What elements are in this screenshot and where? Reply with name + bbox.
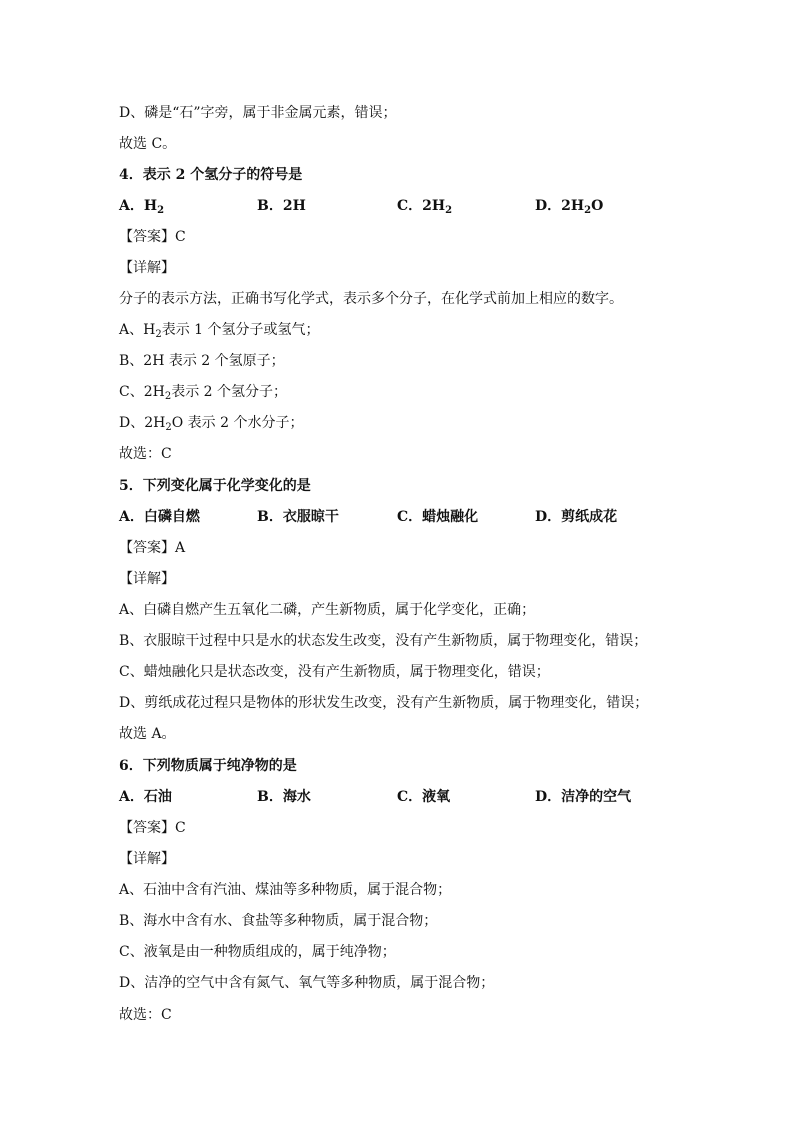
explanation-line: B、衣服晾干过程中只是水的状态发生改变，没有产生新物质，属于物理变化，错误；: [119, 633, 648, 649]
explanation-line: D、磷是“石”字旁，属于非金属元素，错误；: [119, 105, 397, 121]
explanation-line: B、2H 表示 2 个氢原子；: [119, 353, 285, 369]
explanation-line: C、蜡烛融化只是状态改变，没有产生新物质，属于物理变化，错误；: [119, 664, 550, 680]
option-a: A．$H_2$: [119, 198, 165, 216]
conclusion-line: 故选：C: [119, 1007, 172, 1023]
detail-label: 【详解】: [119, 571, 175, 587]
option-d: D．洁净的空气: [535, 789, 632, 805]
detail-label: 【详解】: [119, 260, 175, 276]
explanation-line: 分子的表示方法，正确书写化学式，表示多个分子，在化学式前加上相应的数字。: [119, 291, 623, 307]
explanation-line: C、液氧是由一种物质组成的，属于纯净物；: [119, 944, 396, 960]
question-6-title: 6．下列物质属于纯净物的是: [119, 758, 297, 774]
conclusion-line: 故选 C。: [119, 136, 177, 152]
option-a: A．石油: [119, 789, 172, 805]
explanation-line: B、海水中含有水、食盐等多种物质，属于混合物；: [119, 913, 438, 929]
explanation-line: D、$2H_2O$ 表示 2 个水分子；: [119, 415, 304, 433]
option-d: D．剪纸成花: [535, 509, 618, 525]
explanation-line: D、剪纸成花过程只是物体的形状发生改变，没有产生新物质，属于物理变化，错误；: [119, 695, 649, 711]
option-c: C．$2H_2$: [397, 198, 453, 216]
explanation-line: A、$H_2$表示 1 个氢分子或氢气；: [119, 322, 320, 340]
explanation-line: A、石油中含有汽油、煤油等多种物质，属于混合物；: [119, 882, 452, 898]
option-b: B．海水: [257, 789, 311, 805]
answer-label: 【答案】A: [119, 540, 186, 556]
conclusion-line: 故选：C: [119, 446, 172, 462]
explanation-line: A、白磷自燃产生五氧化二磷，产生新物质，属于化学变化，正确；: [119, 602, 536, 618]
option-d: D．$2H_2O$: [535, 198, 604, 216]
option-c: C．蜡烛融化: [397, 509, 479, 525]
conclusion-line: 故选 A。: [119, 726, 176, 742]
answer-label: 【答案】C: [119, 229, 186, 245]
option-a: A．白磷自燃: [119, 509, 200, 525]
option-c: C．液氧: [397, 789, 451, 805]
question-4-title: 4．表示 2 个氢分子的符号是: [119, 167, 303, 183]
option-b: B．衣服晾干: [257, 509, 339, 525]
question-5-title: 5．下列变化属于化学变化的是: [119, 478, 311, 494]
option-b: B．2H: [257, 198, 306, 214]
answer-label: 【答案】C: [119, 820, 186, 836]
explanation-line: D、洁净的空气中含有氮气、氧气等多种物质，属于混合物；: [119, 975, 495, 991]
explanation-line: C、$2H_2$表示 2 个氢分子；: [119, 384, 288, 402]
detail-label: 【详解】: [119, 851, 175, 867]
